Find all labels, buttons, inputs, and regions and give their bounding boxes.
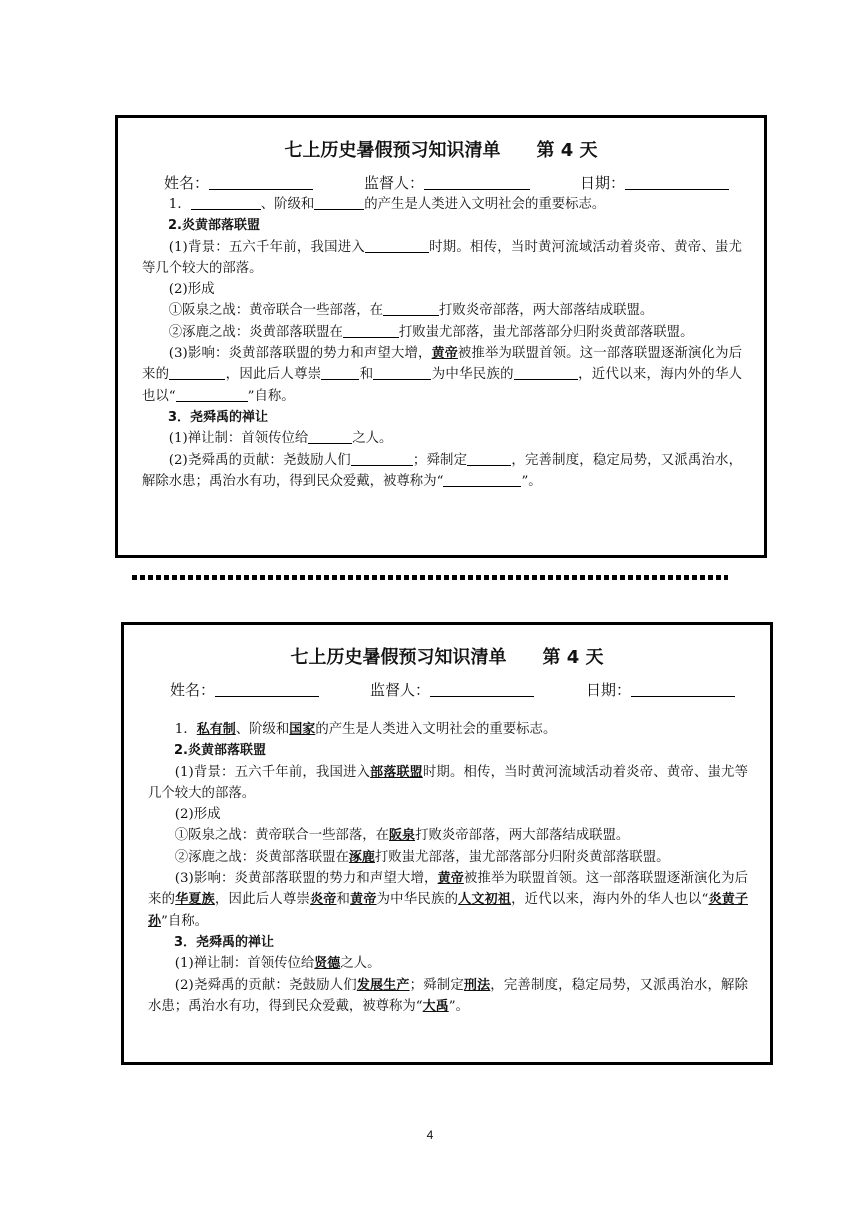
given-answer: 黄帝 xyxy=(431,346,458,362)
blank[interactable] xyxy=(365,238,429,253)
section-heading: 2.炎黄部落联盟 xyxy=(174,743,266,759)
question-1: 1． 、阶级和 的产生是人类进入文明社会的重要标志。 xyxy=(168,197,606,212)
contribution-item: (2)尧舜禹的贡献：尧鼓励人们发展生产；舜制定刑法，完善制度，稳定局势，又派禹治水，解除水患；禹治水有功，得到民众爱戴，被尊称为“大禹”。 xyxy=(148,977,749,1014)
blank[interactable] xyxy=(467,451,511,466)
answers-body xyxy=(148,719,748,1017)
title-text: 七上历史暑假预习知识清单 xyxy=(290,647,507,668)
worksheet-body xyxy=(142,194,742,492)
blank[interactable] xyxy=(343,323,399,338)
blank[interactable] xyxy=(514,365,578,380)
battle-1: ①阪泉之战：黄帝联合一些部落，在 打败炎帝部落，两大部落结成联盟。 xyxy=(168,303,654,319)
formation-label: (2)形成 xyxy=(168,282,215,298)
section-heading: 3．尧舜禹的禅让 xyxy=(174,934,275,950)
blank[interactable] xyxy=(169,365,225,380)
blank[interactable] xyxy=(321,365,359,380)
blank[interactable] xyxy=(176,387,248,402)
date-blank[interactable] xyxy=(625,174,729,190)
shanrang-item: (1)禅让制：首领传位给 之人。 xyxy=(168,431,393,447)
title-text: 七上历史暑假预习知识清单 xyxy=(284,140,501,161)
blank[interactable] xyxy=(308,429,352,444)
dotted-separator xyxy=(132,575,728,580)
date-field[interactable]: 日期： xyxy=(586,679,735,700)
battle-2: ②涿鹿之战：炎黄部落联盟在 打败蚩尤部落，蚩尤部落部分归附炎黄部落联盟。 xyxy=(168,324,694,340)
formation-label: (2)形成 xyxy=(174,807,221,823)
blank[interactable] xyxy=(314,195,364,210)
supervisor-field[interactable]: 监督人： xyxy=(370,679,534,700)
battle-2: ②涿鹿之战：炎黄部落联盟在涿鹿打败蚩尤部落，蚩尤部落部分归附炎黄部落联盟。 xyxy=(174,849,670,865)
contribution-item: (2)尧舜禹的贡献：尧鼓励人们 ；舜制定 ，完善制度，稳定局势，又派禹治水，解除水患；禹治水有功，得到民众爱戴，被尊称为“ ”。 xyxy=(142,452,743,489)
section-heading: 2.炎黄部落联盟 xyxy=(168,218,260,234)
worksheet-title xyxy=(124,643,770,669)
supervisor-blank[interactable] xyxy=(424,174,530,190)
supervisor-blank[interactable] xyxy=(430,681,534,697)
battle-1: ①阪泉之战：黄帝联合一些部落，在阪泉打败炎帝部落，两大部落结成联盟。 xyxy=(174,828,630,844)
blank[interactable] xyxy=(383,301,439,316)
date-field[interactable]: 日期： xyxy=(580,172,729,193)
day-label: 第 4 天 xyxy=(536,140,598,161)
supervisor-field[interactable]: 监督人： xyxy=(364,172,530,193)
question-1: 1．私有制、阶级和国家的产生是人类进入文明社会的重要标志。 xyxy=(174,722,557,737)
blank[interactable] xyxy=(351,451,413,466)
name-blank[interactable] xyxy=(215,681,319,697)
page-number: 4 xyxy=(426,1128,434,1142)
day-label: 第 4 天 xyxy=(542,647,604,668)
blank[interactable] xyxy=(191,195,261,210)
worksheet-title xyxy=(118,136,764,162)
background-item: (1)背景：五六千年前，我国进入 时期。相传，当时黄河流域活动着炎帝、黄帝、蚩尤等几个较大的部落。 xyxy=(142,239,742,276)
blank[interactable] xyxy=(373,365,431,380)
influence-item: (3)影响：炎黄部落联盟的势力和声望大增，黄帝被推举为联盟首领。这一部落联盟逐渐演化为后来的华夏族，因此后人尊崇炎帝和黄帝为中华民族的人文初祖，近代以来，海内外的华人也以“炎黄子孙”自称。 xyxy=(148,871,748,929)
blank[interactable] xyxy=(443,472,521,487)
section-heading: 3．尧舜禹的禅让 xyxy=(168,409,269,425)
shanrang-item: (1)禅让制：首领传位给贤德之人。 xyxy=(174,956,381,972)
worksheet-blank xyxy=(115,115,767,558)
name-field[interactable]: 姓名： xyxy=(170,679,319,700)
date-blank[interactable] xyxy=(631,681,735,697)
background-item: (1)背景：五六千年前，我国进入部落联盟时期。相传，当时黄河流域活动着炎帝、黄帝、蚩尤等几个较大的部落。 xyxy=(148,764,748,801)
influence-item: (3)影响：炎黄部落联盟的势力和声望大增，黄帝被推举为联盟首领。这一部落联盟逐渐演化为后来的 ，因此后人尊崇 和 为中华民族的 ，近代以来，海内外的华人也以“ ”自称。 xyxy=(142,346,743,404)
name-field[interactable]: 姓名： xyxy=(164,172,313,193)
name-blank[interactable] xyxy=(209,174,313,190)
worksheet-answers xyxy=(121,622,773,1065)
